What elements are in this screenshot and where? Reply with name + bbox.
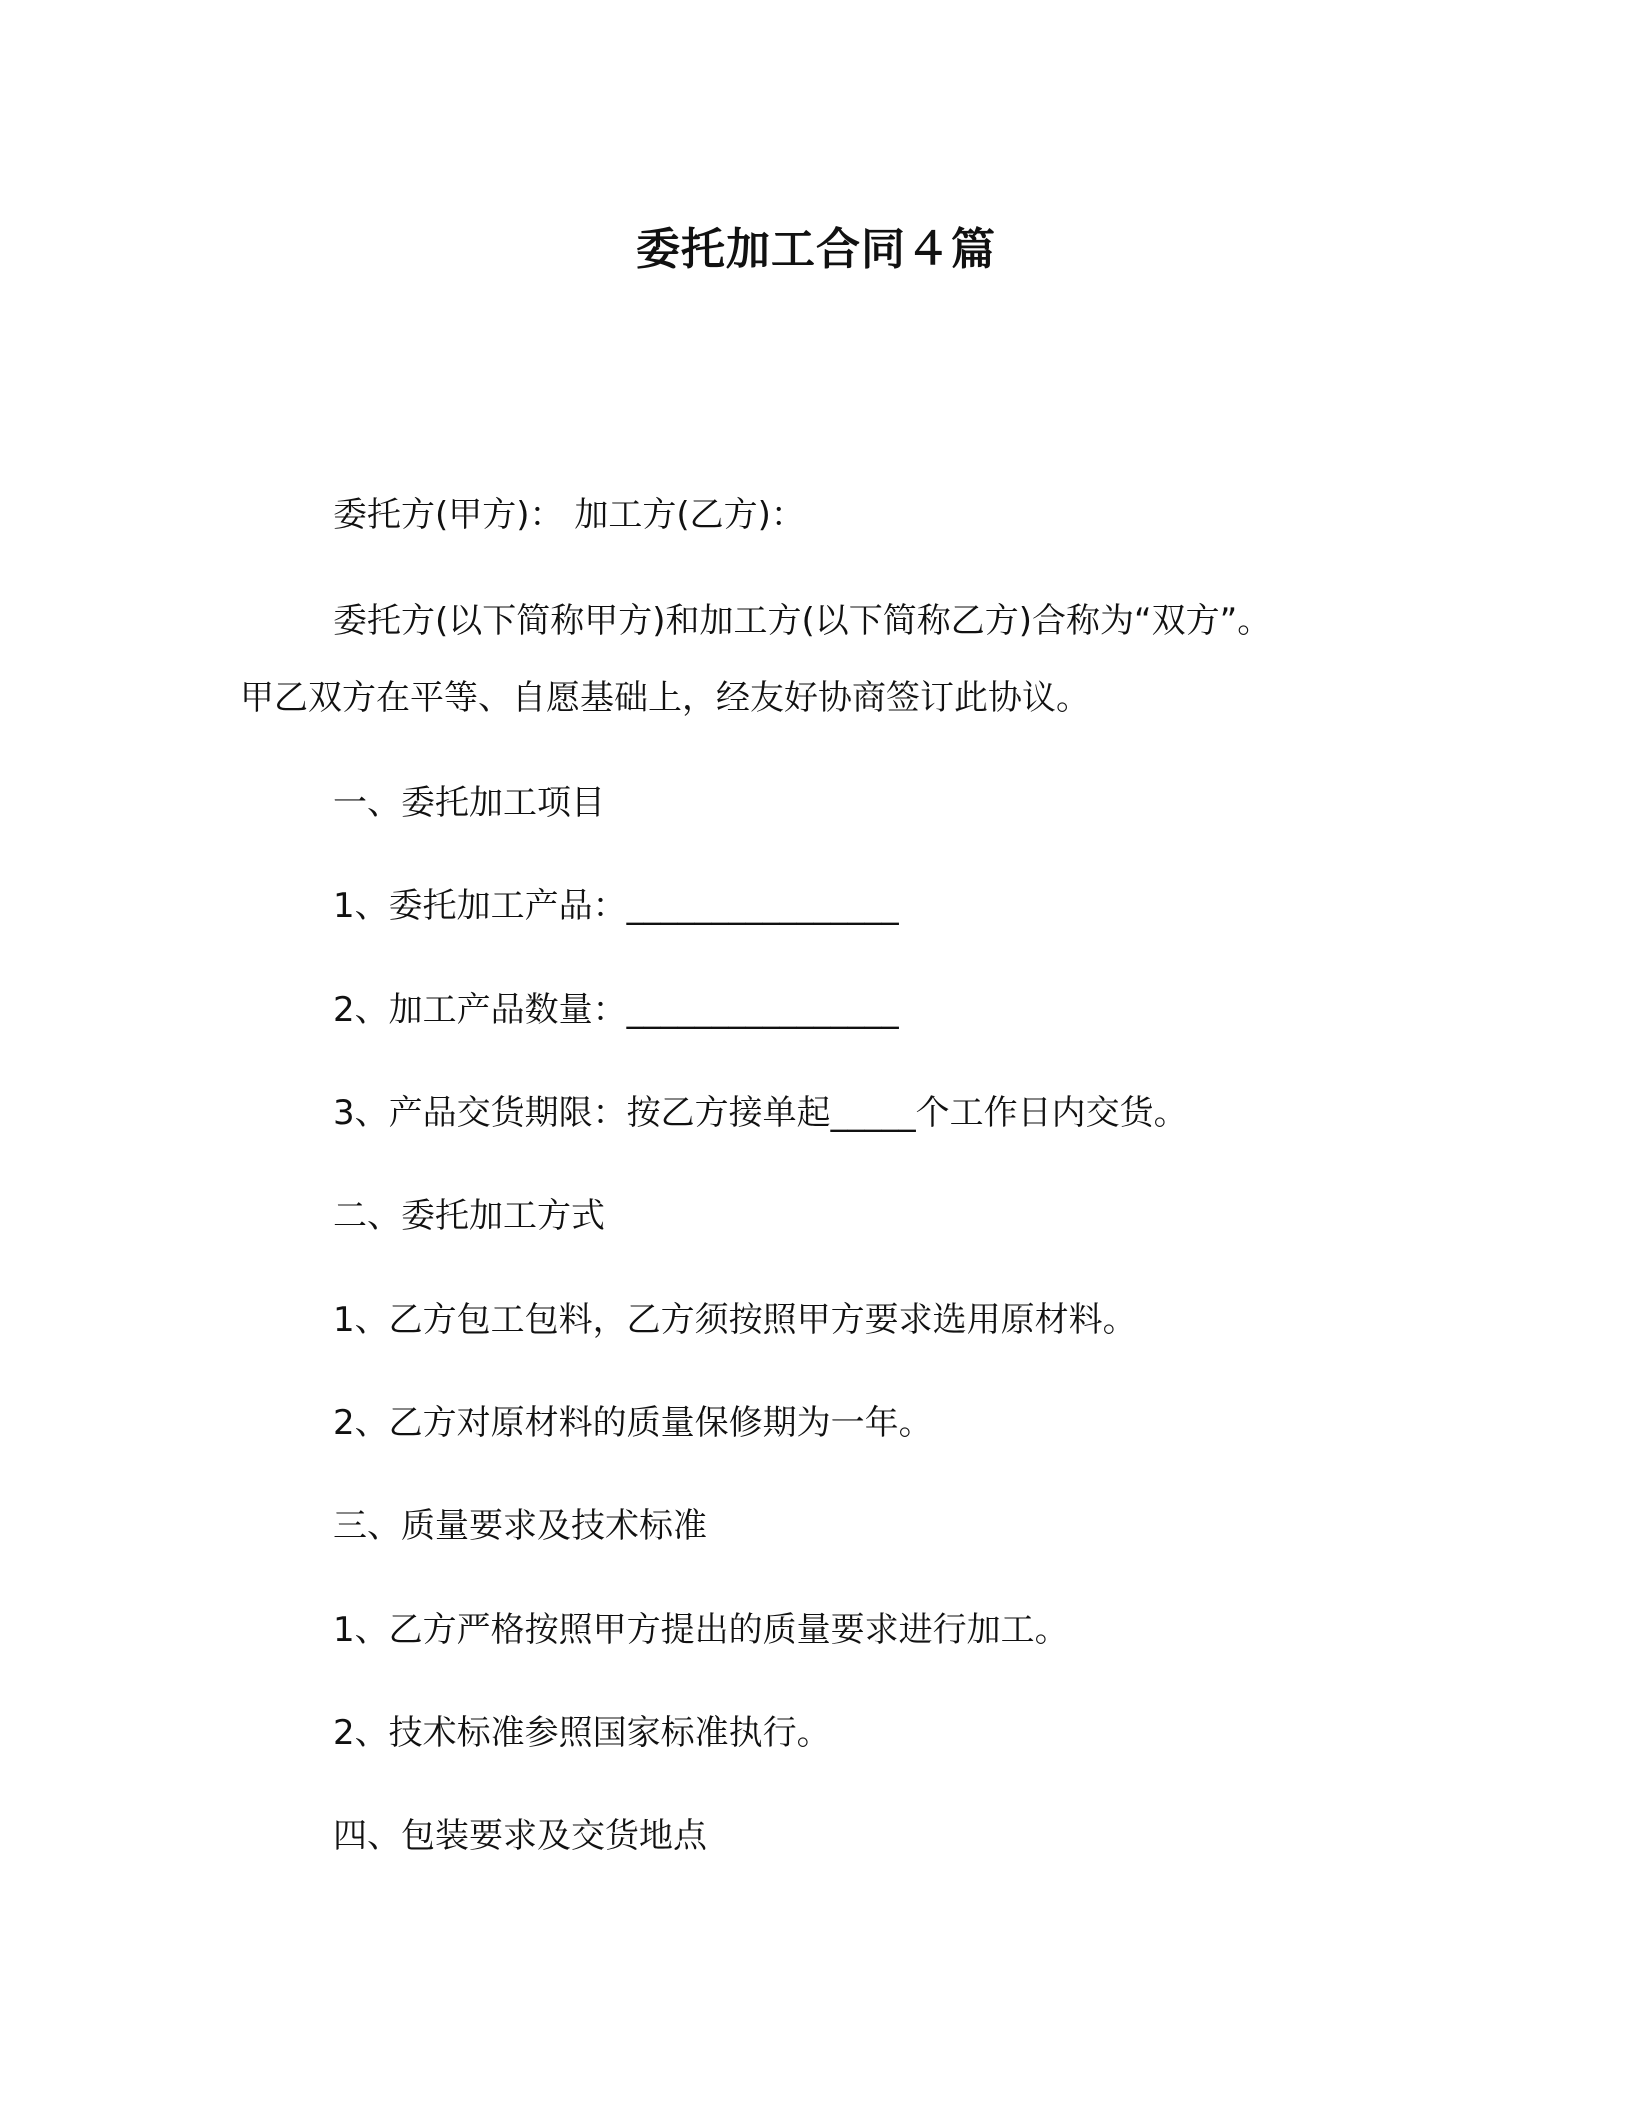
parties-line: 委托方(甲方)： 加工方(乙方)： bbox=[333, 495, 805, 535]
intro-paragraph-line-2: 甲乙双方在平等、自愿基础上，经友好协商签订此协议。 bbox=[240, 678, 1090, 718]
document-title: 委托加工合同４篇 bbox=[636, 224, 996, 275]
section-heading-1: 一、委托加工项目 bbox=[333, 783, 605, 823]
clause-1-3: 3、产品交货期限：按乙方接单起_____个工作日内交货。 bbox=[333, 1093, 1188, 1133]
section-heading-2: 二、委托加工方式 bbox=[333, 1196, 605, 1236]
clause-2-1: 1、乙方包工包料，乙方须按照甲方要求选用原材料。 bbox=[333, 1300, 1137, 1340]
section-heading-3: 三、质量要求及技术标准 bbox=[333, 1506, 707, 1546]
section-heading-4: 四、包装要求及交货地点 bbox=[333, 1816, 707, 1856]
clause-1-1: 1、委托加工产品：________________ bbox=[333, 886, 899, 926]
clause-2-2: 2、乙方对原材料的质量保修期为一年。 bbox=[333, 1403, 933, 1443]
clause-1-2: 2、加工产品数量：________________ bbox=[333, 990, 899, 1030]
intro-paragraph-line-1: 委托方(以下简称甲方)和加工方(以下简称乙方)合称为“双方”。 bbox=[333, 601, 1272, 641]
clause-3-2: 2、技术标准参照国家标准执行。 bbox=[333, 1713, 831, 1753]
clause-3-1: 1、乙方严格按照甲方提出的质量要求进行加工。 bbox=[333, 1610, 1069, 1650]
